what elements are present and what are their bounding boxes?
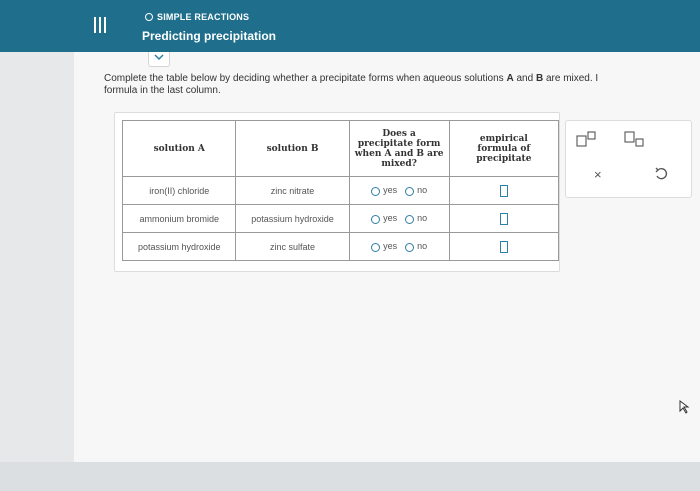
page-title: Predicting precipitation xyxy=(142,29,277,43)
cell-solution-b: potassium hydroxide xyxy=(236,205,349,233)
radio-no[interactable]: no xyxy=(405,241,427,251)
cell-precipitate-choice xyxy=(349,205,449,233)
cell-formula xyxy=(449,205,558,233)
question-table-panel xyxy=(114,112,560,272)
header-solution-b: solution B xyxy=(236,121,349,177)
radio-yes[interactable]: yes xyxy=(371,185,397,195)
breadcrumb xyxy=(145,12,249,22)
cell-solution-b: zinc nitrate xyxy=(236,177,349,205)
top-bar xyxy=(0,0,700,52)
superscript-tool-icon[interactable] xyxy=(576,131,602,152)
radio-no[interactable]: no xyxy=(405,213,427,223)
instructions: Complete the table below by deciding whether a precipitate forms when aqueous solutions A and B are mixed. I formula in the last column. xyxy=(104,73,599,96)
cell-precipitate-choice xyxy=(349,233,449,261)
menu-icon[interactable] xyxy=(86,12,114,40)
precipitation-table xyxy=(122,120,559,261)
cell-solution-a: ammonium bromide xyxy=(123,205,236,233)
cell-precipitate-choice xyxy=(349,177,449,205)
undo-icon[interactable] xyxy=(654,167,668,186)
header-empirical-formula: empirical formula of precipitate xyxy=(449,121,558,177)
table-row xyxy=(123,205,559,233)
mouse-cursor-icon xyxy=(678,400,690,419)
subscript-tool-icon[interactable] xyxy=(624,131,650,154)
progress-circle-icon xyxy=(145,13,153,21)
header-precipitate-forms: Does a precipitate form when A and B are mixed? xyxy=(349,121,449,177)
table-row xyxy=(123,177,559,205)
table-row xyxy=(123,233,559,261)
answer-tools-panel xyxy=(565,120,692,198)
formula-input[interactable] xyxy=(500,185,508,197)
clear-button[interactable]: × xyxy=(594,167,602,182)
cell-solution-b: zinc sulfate xyxy=(236,233,349,261)
cell-formula xyxy=(449,233,558,261)
collapse-tab[interactable] xyxy=(148,52,170,67)
header-solution-a: solution A xyxy=(123,121,236,177)
bottom-band xyxy=(0,462,700,491)
formula-input[interactable] xyxy=(500,241,508,253)
radio-no[interactable]: no xyxy=(405,185,427,195)
formula-input[interactable] xyxy=(500,213,508,225)
cell-formula xyxy=(449,177,558,205)
cell-solution-a: iron(II) chloride xyxy=(123,177,236,205)
breadcrumb-label: SIMPLE REACTIONS xyxy=(157,12,250,22)
radio-yes[interactable]: yes xyxy=(371,213,397,223)
chevron-down-icon xyxy=(154,54,164,61)
radio-yes[interactable]: yes xyxy=(371,241,397,251)
table-header-row xyxy=(123,121,559,177)
cell-solution-a: potassium hydroxide xyxy=(123,233,236,261)
